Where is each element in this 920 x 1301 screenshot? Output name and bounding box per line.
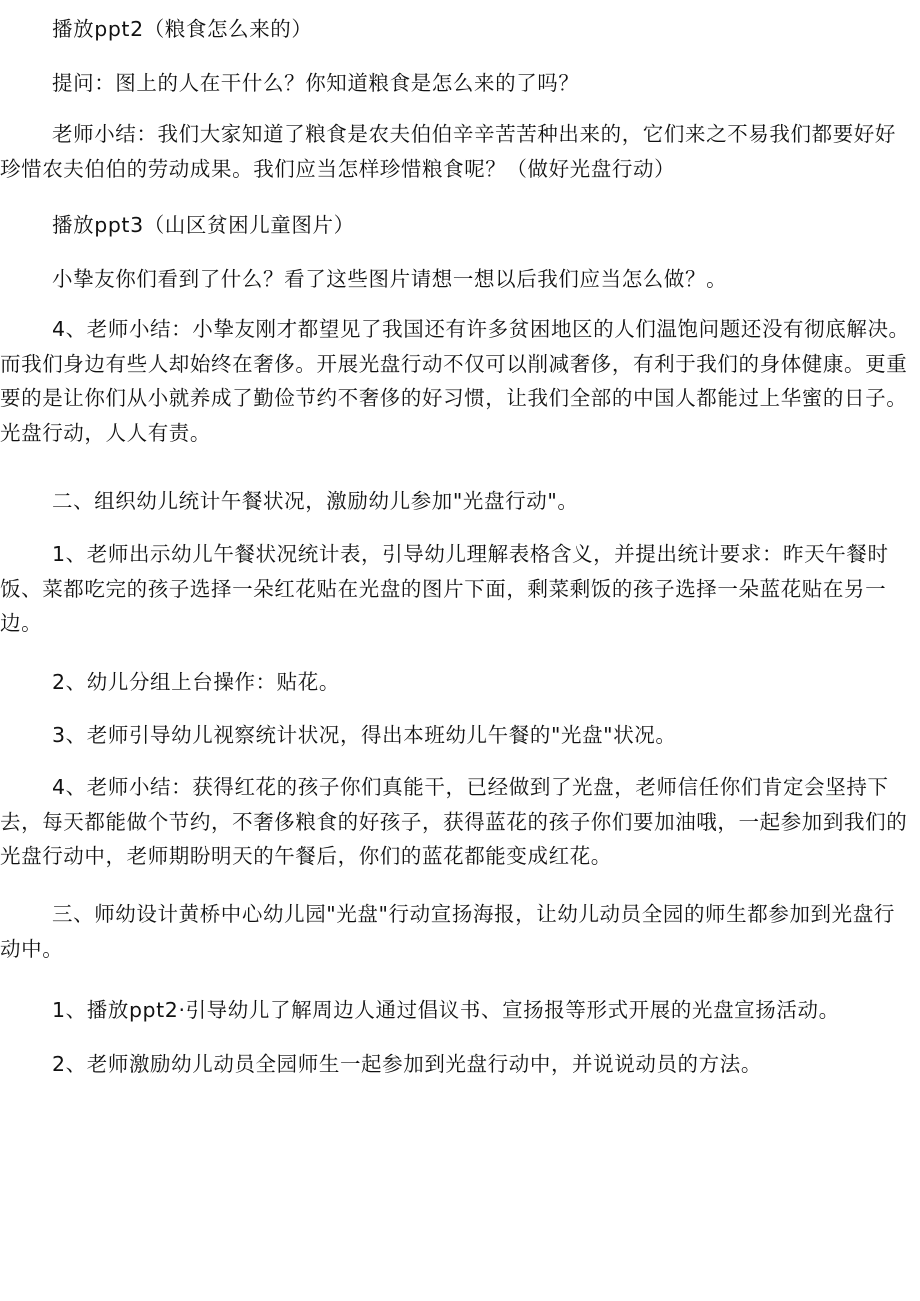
section-heading-two: 二、组织幼儿统计午餐状况，激励幼儿参加"光盘行动"。 (52, 489, 579, 513)
paragraph-teacher-summary-1: 老师小结：我们大家知道了粮食是农夫伯伯辛辛苦苦种出来的，它们来之不易我们都要好好珍惜农夫伯伯的劳动成果。我们应当怎样珍惜粮食呢？（做好光盘行动） (0, 122, 896, 181)
paragraph-what-did-you-see: 小挚友你们看到了什么？看了这些图片请想一想以后我们应当怎么做？。 (52, 267, 728, 291)
paragraph-play-ppt2: 播放ppt2（粮食怎么来的） (52, 17, 313, 41)
paragraph-section3-step-2: 2、老师激励幼儿动员全园师生一起参加到光盘行动中，并说说动员的方法。 (52, 1052, 762, 1076)
paragraph-question: 提问：图上的人在干什么？你知道粮食是怎么来的了吗？ (52, 71, 580, 95)
paragraph-step-2: 2、幼儿分组上台操作：贴花。 (52, 670, 340, 694)
paragraph-section3-step-1: 1、播放ppt2·引导幼儿了解周边人通过倡议书、宣扬报等形式开展的光盘宣扬活动。 (52, 998, 840, 1022)
paragraph-teacher-summary-2: 4、老师小结：小挚友刚才都望见了我国还有许多贫困地区的人们温饱问题还没有彻底解决。而我们身边有些人却始终在奢侈。开展光盘行动不仅可以削减奢侈，有利于我们的身体健康。更重要的是让你们从小就养成了勤俭节约不奢侈的好习惯，让我们全部的中国人都能过上华蜜的日子。光盘行动，人人有责。 (0, 317, 910, 445)
paragraph-step-3: 3、老师引导幼儿视察统计状况，得出本班幼儿午餐的"光盘"状况。 (52, 723, 677, 747)
paragraph-step-4: 4、老师小结：获得红花的孩子你们真能干，已经做到了光盘，老师信任你们肯定会坚持下去，每天都能做个节约，不奢侈粮食的好孩子，获得蓝花的孩子你们要加油哦，一起参加到我们的光盘行动中，老师期盼明天的午餐后，你们的蓝花都能变成红花。 (0, 775, 908, 868)
paragraph-play-ppt3: 播放ppt3（山区贫困儿童图片） (52, 213, 355, 237)
paragraph-step-1: 1、老师出示幼儿午餐状况统计表，引导幼儿理解表格含义，并提出统计要求：昨天午餐时饭、菜都吃完的孩子选择一朵红花贴在光盘的图片下面，剩菜剩饭的孩子选择一朵蓝花贴在另一边。 (0, 542, 889, 635)
section-heading-three: 三、师幼设计黄桥中心幼儿园"光盘"行动宣扬海报，让幼儿动员全园的师生都参加到光盘行动中。 (0, 902, 895, 961)
